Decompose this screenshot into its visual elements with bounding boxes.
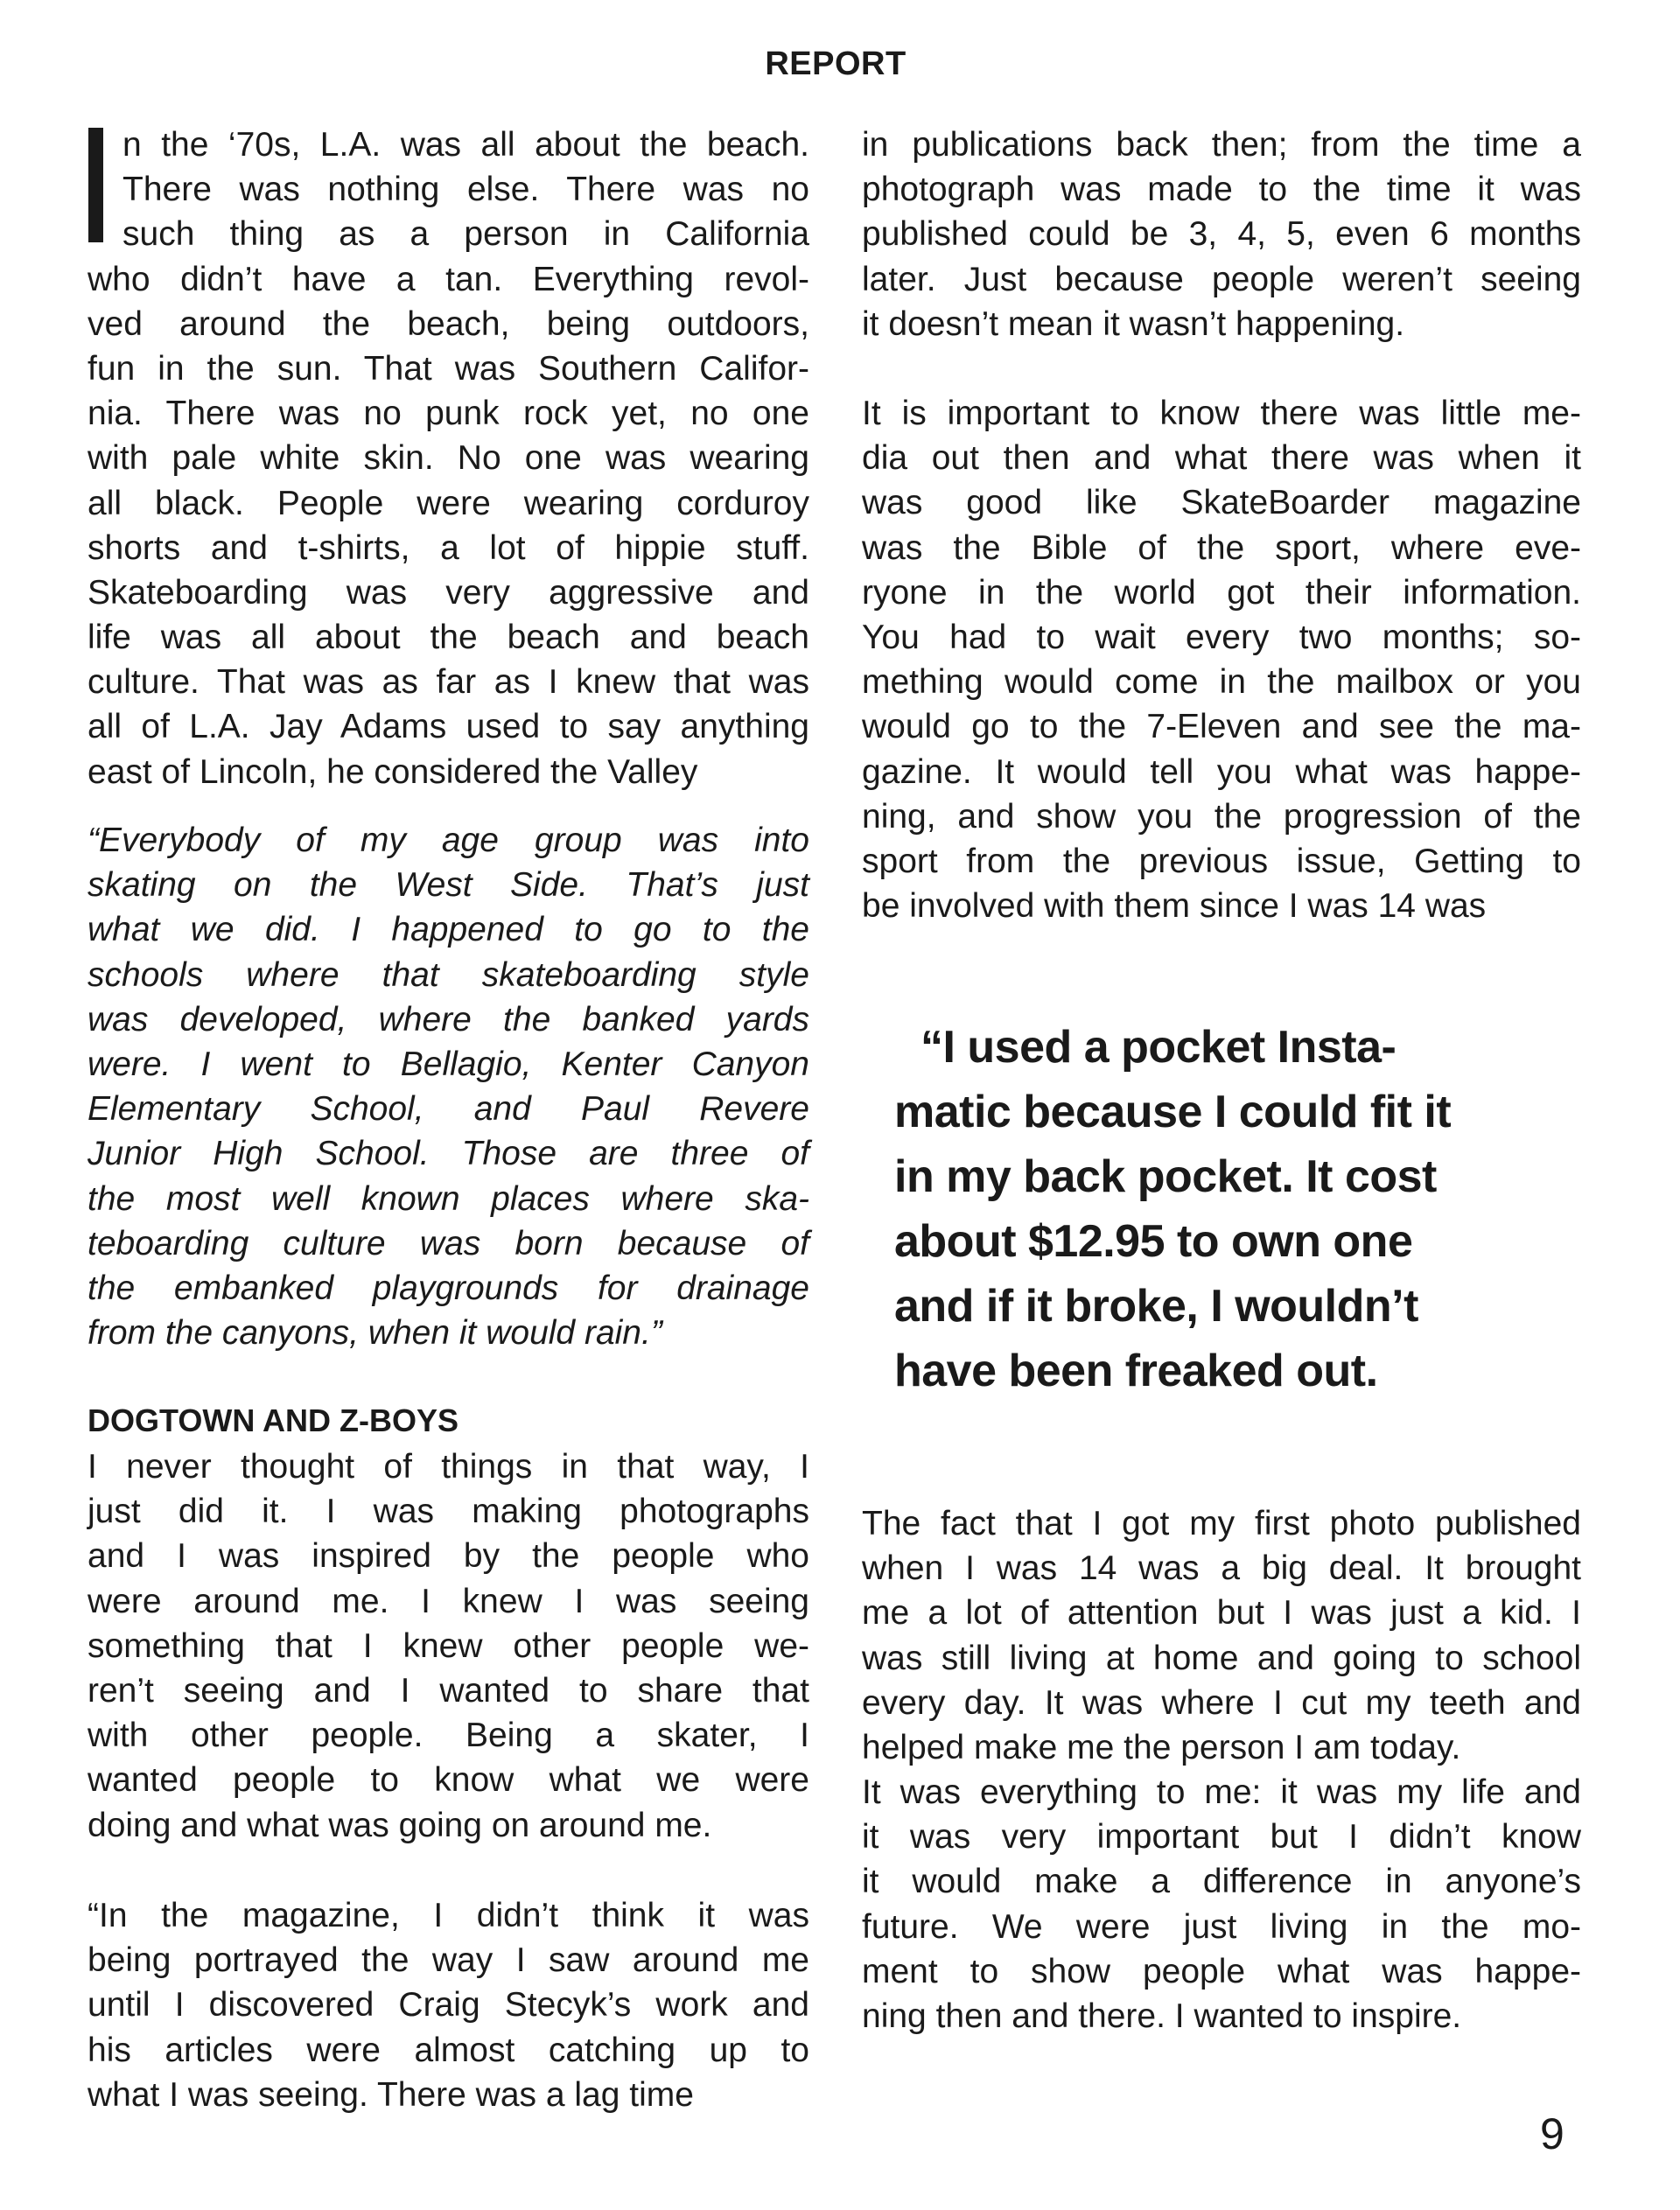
- text-line: being portrayed the way I saw around me: [88, 1941, 809, 1980]
- text-line: all of L.A. Jay Adams used to say anything: [88, 708, 809, 746]
- pull-quote: [894, 1015, 1577, 1403]
- text-line: me a lot of attention but I was just a kid. I: [862, 1594, 1581, 1633]
- text-line: in publications back then; from the time a: [862, 126, 1581, 164]
- text-line: ryone in the world got their information.: [862, 573, 1581, 612]
- text-line: doing and what was going on around me.: [88, 1806, 712, 1844]
- text-line: were around me. I knew I was seeing: [88, 1582, 809, 1620]
- text-line: mething would come in the mailbox or you: [862, 663, 1581, 702]
- text-line: with pale white skin. No one was wearing: [88, 439, 809, 478]
- text-line: “In the magazine, I didn’t think it was: [88, 1897, 809, 1934]
- text-line: just did it. I was making photographs: [88, 1493, 809, 1531]
- text-line: was good like SkateBoarder magazine: [862, 484, 1581, 522]
- text-line: and I was inspired by the people who: [88, 1537, 809, 1576]
- paragraph: [862, 1770, 1581, 2039]
- text-line: sport from the previous issue, Getting to: [862, 842, 1581, 880]
- paragraph: [88, 1893, 809, 2117]
- text-line: it would make a difference in anyone’s: [862, 1863, 1581, 1901]
- text-line: ning then and there. I wanted to inspire.: [862, 1997, 1462, 2035]
- text-line: was the Bible of the sport, where eve-: [862, 528, 1581, 567]
- text-line: ved around the beach, being outdoors,: [88, 304, 809, 343]
- text-line: who didn’t have a tan. Everything revol-: [88, 260, 809, 298]
- text-line: helped make me the person I am today.: [862, 1728, 1461, 1766]
- text-line: it was very important but I didn’t know: [862, 1818, 1581, 1857]
- text-line: it doesn’t mean it wasn’t happening.: [862, 304, 1405, 343]
- text-line: “Everybody of my age group was into: [88, 822, 809, 859]
- text-line: his articles were almost catching up to: [88, 2031, 809, 2069]
- text-line: gazine. It would tell you what was happe-: [862, 752, 1581, 791]
- text-line: It was everything to me: it was my life and: [862, 1773, 1581, 1811]
- text-line: skating on the West Side. That’s just: [88, 866, 809, 905]
- text-line: with other people. Being a skater, I: [88, 1717, 809, 1755]
- text-line: when I was 14 was a big deal. It brought: [862, 1549, 1581, 1588]
- text-line: photograph was made to the time it was: [862, 171, 1581, 209]
- intro-paragraph: [88, 122, 809, 794]
- text-line: n the ‘70s, L.A. was all about the beach.: [122, 126, 809, 164]
- text-line: life was all about the beach and beach: [88, 619, 809, 657]
- text-line: Junior High School. Those are three of: [88, 1135, 809, 1173]
- text-line: such thing as a person in California: [122, 215, 809, 254]
- text-line: later. Just because people weren’t seeing: [862, 260, 1581, 298]
- text-line: There was nothing else. There was no: [122, 171, 809, 209]
- text-line: the embanked playgrounds for drainage: [88, 1269, 809, 1307]
- text-line: teboarding culture was born because of: [88, 1224, 809, 1262]
- text-line: The fact that I got my first photo published: [862, 1505, 1581, 1542]
- text-line: matic because I could fit it: [894, 1087, 1452, 1137]
- text-line: schools where that skateboarding style: [88, 955, 809, 994]
- paragraph: [88, 1444, 809, 1848]
- text-line: were. I went to Bellagio, Kenter Canyon: [88, 1045, 809, 1083]
- pull-quote-italic: [88, 818, 809, 1355]
- text-line: “I used a pocket Insta-: [920, 1022, 1396, 1073]
- text-line: future. We were just living in the mo-: [862, 1907, 1581, 1946]
- text-line: was still living at home and going to school: [862, 1639, 1581, 1677]
- paragraph: [862, 1501, 1581, 1770]
- page-number: 9: [1540, 2109, 1564, 2158]
- text-line: every day. It was where I cut my teeth and: [862, 1683, 1581, 1722]
- text-line: about $12.95 to own one: [894, 1216, 1413, 1267]
- subheading: [88, 1398, 809, 1443]
- text-line: culture. That was as far as I knew that was: [88, 663, 809, 702]
- text-line: I never thought of things in that way, I: [88, 1448, 809, 1486]
- text-line: fun in the sun. That was Southern Califor-: [88, 349, 809, 388]
- text-line: what I was seeing. There was a lag time: [88, 2075, 694, 2114]
- text-line: until I discovered Craig Stecyk’s work and: [88, 1986, 809, 2025]
- text-line: wanted people to know what we were: [88, 1761, 809, 1800]
- text-line: would go to the 7-Eleven and see the ma-: [862, 708, 1581, 746]
- text-line: Elementary School, and Paul Revere: [88, 1090, 809, 1129]
- text-line: shorts and t-shirts, a lot of hippie stuff.: [88, 528, 809, 567]
- text-line: ment to show people what was happe-: [862, 1952, 1581, 1990]
- text-line: Skateboarding was very aggressive and: [88, 573, 809, 612]
- text-line: east of Lincoln, he considered the Valley: [88, 752, 698, 791]
- text-line: have been freaked out.: [894, 1346, 1378, 1396]
- subheading-text: DOGTOWN AND Z-BOYS: [88, 1402, 458, 1438]
- paragraph: [862, 122, 1581, 346]
- text-line: dia out then and what there was when it: [862, 439, 1581, 478]
- text-line: be involved with them since I was 14 was: [862, 887, 1487, 926]
- text-line: the most well known places where ska-: [88, 1179, 809, 1218]
- text-line: ning, and show you the progression of the: [862, 797, 1581, 836]
- text-line: You had to wait every two months; so-: [862, 618, 1581, 656]
- paragraph: [862, 391, 1581, 928]
- text-line: something that I knew other people we-: [88, 1626, 809, 1665]
- text-line: all black. People were wearing corduroy: [88, 484, 809, 522]
- text-line: nia. There was no punk rock yet, no one: [88, 395, 809, 433]
- section-header: REPORT: [765, 45, 906, 82]
- text-line: and if it broke, I wouldn’t: [894, 1281, 1418, 1332]
- text-line: ren’t seeing and I wanted to share that: [88, 1671, 809, 1710]
- text-line: in my back pocket. It cost: [894, 1151, 1437, 1202]
- text-line: It is important to know there was little me-: [862, 395, 1581, 432]
- text-line: published could be 3, 4, 5, even 6 months: [862, 215, 1581, 254]
- text-line: was developed, where the banked yards: [88, 1000, 809, 1039]
- text-line: from the canyons, when it would rain.”: [88, 1314, 662, 1353]
- text-line: what we did. I happened to go to the: [88, 911, 809, 949]
